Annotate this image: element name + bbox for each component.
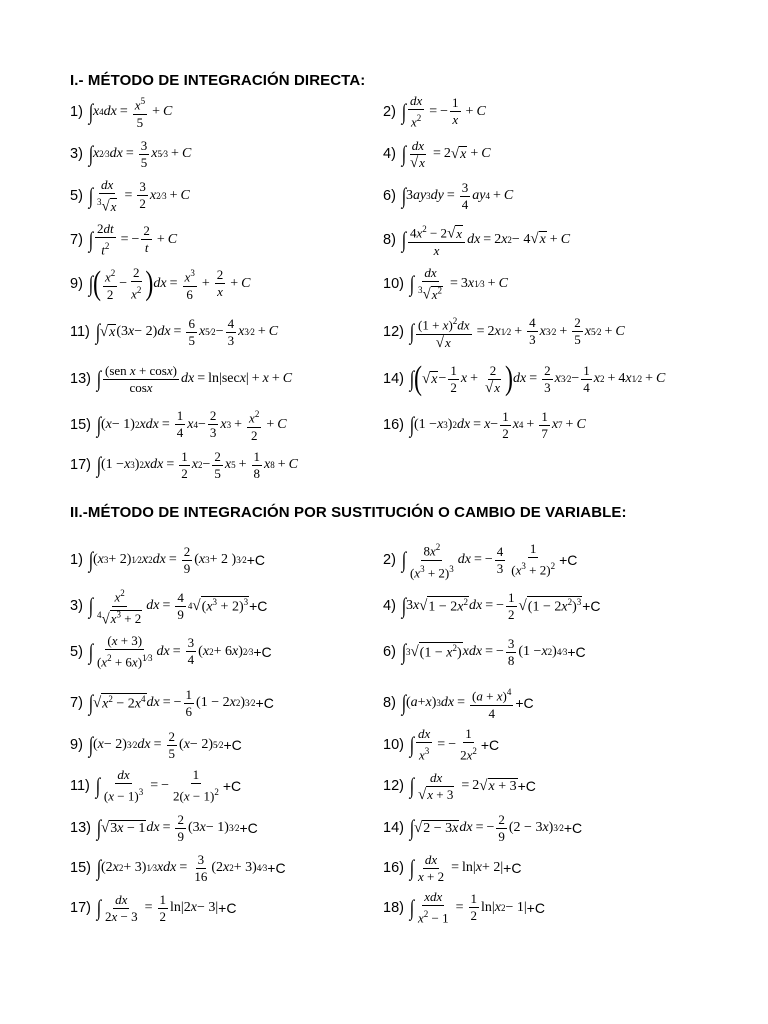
s1-exercise-6: 6) ∫ 3 ay 3 dy = $\frac{3}{4}$ ay 4 + C: [383, 179, 514, 212]
s1-exercise-2: 2) ∫ $\frac{dx}{x^2}$ = − $\frac{1}{x}$ + C: [383, 93, 486, 130]
s1-exercise-13: 13) ∫ (sen x + cosx) cosx dx = ln|sec x | + x + C: [70, 362, 293, 395]
s1-exercise-17: 17) ∫ (1 − x 3 ) 2 xdx = $\frac{1}{2}$ x 2 − 2 5 x 5 + $\frac{1}{8}$ x 8 + C: [70, 448, 299, 481]
s1-exercise-8: 8) ∫ $4x^2 - 2√x$ x dx = 2 x 2 − 4 √ x + C: [383, 224, 571, 258]
s2-exercise-4: 4) ∫ 3 x √ $1 - 2x^2$ dx = − $\frac{1}{2}$ √ $(1 - 2x^2)^3$ +C: [383, 589, 601, 622]
s2-exercise-16: 16) ∫ $\frac{dx}{x + 2}$ = ln| x + 2| +C: [383, 851, 522, 884]
s2-exercise-13: 13) ∫ √ 3x − 1 dx = $\frac{2}{9}$ (3 x − 1) 3⁄2 +C: [70, 811, 258, 844]
s1-exercise-15: 15) ∫ ( x − 1) 2 xdx = $\frac{1}{4}$ x 4 − 2 3 x 3 + $\frac{x^2}{2}$ + C: [70, 408, 287, 443]
s1-exercise-11: 11) ∫ √ x (3 x − 2) dx = $\frac{6}{5}$ x 5⁄2 − 4 3 x 3⁄2 + C: [70, 315, 279, 348]
s2-exercise-15: 15) ∫ (2 x 2 + 3) 1⁄3 xdx = $\frac{3}{16}$ (2 x 2 + 3) 4⁄3 +C: [70, 851, 286, 884]
s1-exercise-14: 14) ∫ ( √ x − 1 2 x + $\frac{2}{√x}$ ) dx = $\frac{2}{3}$ x 3⁄2 − 1 4 x 2 + 4 x 1⁄2 + C: [383, 360, 666, 398]
s1-exercise-16: 16) ∫ (1 − x 3 ) 2 dx = x − 1 2 x 4 + $\frac{1}{7}$ x 7 + C: [383, 408, 586, 441]
s1-exercise-7: 7) ∫ $\frac{2dt}{t^2}$ = − $\frac{2}{t}$ + C: [70, 221, 178, 258]
s2-exercise-14: 14) ∫ √ 2 − 3x dx = − $\frac{2}{9}$ (2 − 3 x ) 3⁄2 +C: [383, 811, 583, 844]
s2-exercise-17: 17) ∫ $\frac{dx}{2x - 3}$ = $\frac{1}{2}$ ln|2 x − 3| +C: [70, 891, 237, 924]
s2-exercise-10: 10) ∫ $\frac{dx}{x^3}$ = − $\frac{1}{2x^2}$ +C: [383, 726, 500, 763]
s1-exercise-5: 5) ∫ $\frac{dx}{^3√x}$ = $\frac{3}{2}$ x 2⁄3 + C: [70, 177, 190, 215]
s1-exercise-12: 12) ∫ $\frac{(1 + x)^2dx}{√x}$ = 2 x 1⁄2 + $\frac{4}{3}$ x 3⁄2 + $\frac{2}{5}$ x 5⁄2 + C: [383, 315, 625, 351]
s1-exercise-3: 3) ∫ x 2⁄3 dx = $\frac{3}{5}$ x 5⁄3 + C: [70, 137, 192, 170]
section-1-title: I.- MÉTODO DE INTEGRACIÓN DIRECTA:: [70, 72, 366, 89]
s2-exercise-5: 5) ∫ (x + 3) $(x^2 + 6x)^{1⁄3}$ dx = $\frac{3}{4}$ ( x 2 + 6 x ) 2⁄3 +C: [70, 633, 272, 670]
s2-exercise-7: 7) ∫ √ $x^2 - 2x^4$ dx = − $\frac{1}{6}$ (1 − 2 x 2 ) 3⁄2 +C: [70, 686, 274, 719]
s1-exercise-9: 9) ∫ ( $x^2$ 2 − 2 $x^2$ ) dx = $\frac{x^3}{6}$ + $\frac{2}{x}$ + C: [70, 265, 251, 303]
s2-exercise-8: 8) ∫ ( a + x ) 3 dx = $\frac{(a + x)^4}{4}$ +C: [383, 687, 534, 721]
s2-exercise-9: 9) ∫ ( x − 2) 3⁄2 dx = $\frac{2}{5}$ ( x − 2) 5⁄2 +C: [70, 728, 242, 761]
s2-exercise-6: 6) ∫ 3 √ $(1 - x^2)$ xdx = − $\frac{3}{8}$ (1 − x 2 ) 4⁄3 +C: [383, 635, 586, 668]
s1-exercise-1: 1) ∫ x 4 dx = $\frac{x^5}{5}$ + C: [70, 96, 173, 130]
section-2-title: II.-MÉTODO DE INTEGRACIÓN POR SUSTITUCIÓN O CAMBIO DE VARIABLE:: [70, 504, 627, 521]
s2-exercise-12: 12) ∫ $\frac{dx}{√x + 3}$ = 2 √ x + 3 +C: [383, 769, 536, 803]
s2-exercise-1: 1) ∫ ( x 3 + 2) 1⁄2 x 2 dx = $\frac{2}{9}$ ( x 3 + 2 ) 3⁄2 +C: [70, 543, 266, 576]
s1-exercise-4: 4) ∫ $\frac{dx}{√x}$ = 2 √ x + C: [383, 137, 491, 171]
s2-exercise-18: 18) ∫ xdx $x^2 - 1$ = $\frac{1}{2}$ ln| x 2 − 1| +C: [383, 889, 545, 926]
s2-exercise-3: 3) ∫ $x^2$ $^4√x^3 + 2$ dx = $\frac{4}{9}$ 4 √ $(x^3 + 2)^3$ +C: [70, 588, 268, 627]
s2-exercise-11: 11) ∫ $\frac{dx}{(x - 1)^3}$ = − $\frac{1}{2(x - 1)^2}$ +C: [70, 767, 242, 804]
s1-exercise-10: 10) ∫ $\frac{dx}{^3√x^2}$ = 3 x 1⁄3 + C: [383, 265, 508, 303]
s2-exercise-2: 2) ∫ $8x^2$ $(x^3 + 2)^3$ dx = − $\frac{4}{3}$ 1 $(x^3 + 2)^2$ +C: [383, 541, 578, 580]
